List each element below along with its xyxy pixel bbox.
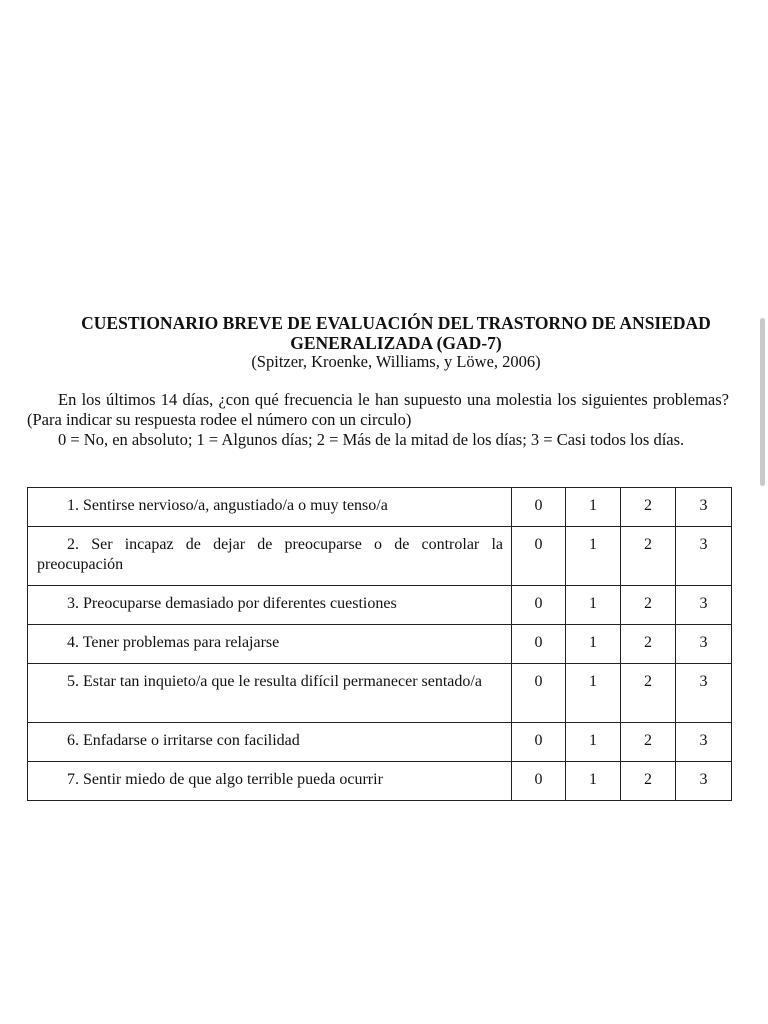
question-text: 2. Ser incapaz de dejar de preocuparse o de controlar la preocupación [37,536,503,573]
question-text: 7. Sentir miedo de que algo terrible pueda ocurrir [67,771,383,788]
option-3[interactable]: 3 [676,664,732,723]
question-cell [28,762,512,801]
option-0[interactable]: 0 [512,527,566,586]
table-row [28,488,732,527]
option-0[interactable]: 0 [512,664,566,723]
question-cell [28,488,512,527]
question-text: 5. Estar tan inquieto/a que le resulta difícil permanecer sentado/a [67,673,482,690]
option-1[interactable]: 1 [566,664,621,723]
option-3[interactable]: 3 [676,625,732,664]
option-2[interactable]: 2 [621,762,676,801]
option-0[interactable]: 0 [512,762,566,801]
option-2[interactable]: 2 [621,586,676,625]
option-1[interactable]: 1 [566,527,621,586]
option-2[interactable]: 2 [621,625,676,664]
question-text: 4. Tener problemas para relajarse [67,634,280,651]
question-cell [28,625,512,664]
question-cell [28,527,512,586]
scrollbar[interactable] [760,318,765,486]
option-0[interactable]: 0 [512,488,566,527]
option-2[interactable]: 2 [621,664,676,723]
question-cell [28,723,512,762]
option-1[interactable]: 1 [566,762,621,801]
option-1[interactable]: 1 [566,723,621,762]
document-citation: (Spitzer, Kroenke, Williams, y Löwe, 2006) [251,352,541,371]
option-2[interactable]: 2 [621,723,676,762]
table-row [28,723,732,762]
document-title-line-2: GENERALIZADA (GAD-7) [290,333,502,353]
question-text: 3. Preocuparse demasiado por diferentes cuestiones [67,595,397,612]
option-0[interactable]: 0 [512,625,566,664]
option-2[interactable]: 2 [621,527,676,586]
question-text: 1. Sentirse nervioso/a, angustiado/a o muy tenso/a [67,497,388,514]
table-row [28,527,732,586]
table-row [28,762,732,801]
table-row [28,625,732,664]
option-3[interactable]: 3 [676,586,732,625]
question-cell [28,664,512,723]
option-1[interactable]: 1 [566,625,621,664]
question-text: 6. Enfadarse o irritarse con facilidad [67,732,300,749]
option-1[interactable]: 1 [566,586,621,625]
question-cell [28,586,512,625]
option-2[interactable]: 2 [621,488,676,527]
table-row [28,586,732,625]
option-3[interactable]: 3 [676,723,732,762]
option-3[interactable]: 3 [676,762,732,801]
document-title-line-1: CUESTIONARIO BREVE DE EVALUACIÓN DEL TRASTORNO DE ANSIEDAD [81,313,711,333]
gad7-questionnaire-table [27,487,732,801]
option-3[interactable]: 3 [676,527,732,586]
option-3[interactable]: 3 [676,488,732,527]
instructions-scale: 0 = No, en absoluto; 1 = Algunos días; 2 = Más de la mitad de los días; 3 = Casi todos los días. [58,430,685,449]
option-1[interactable]: 1 [566,488,621,527]
option-0[interactable]: 0 [512,586,566,625]
instructions-question: En los últimos 14 días, ¿con qué frecuencia le han supuesto una molestia los siguientes problemas? (Para indicar su respuesta rodee el número con un circulo) [27,390,729,429]
table-row [28,664,732,723]
option-0[interactable]: 0 [512,723,566,762]
instructions [27,390,729,450]
